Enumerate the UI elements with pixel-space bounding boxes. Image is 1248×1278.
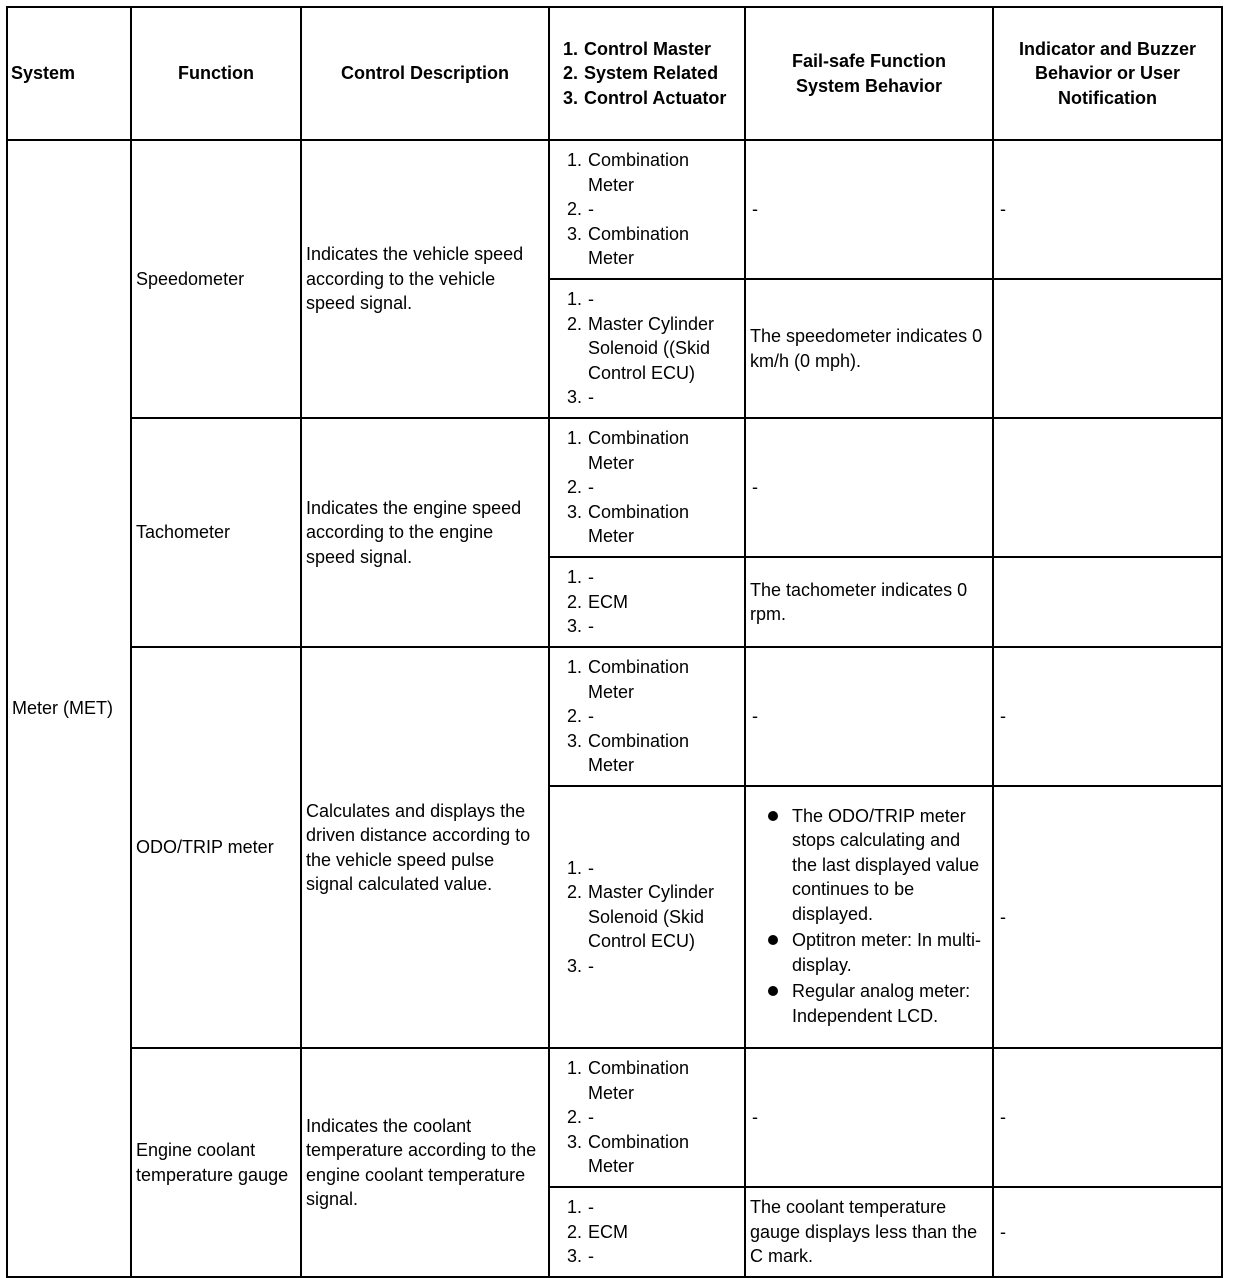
- system-related: -: [588, 706, 594, 727]
- control-actuator: -: [588, 387, 594, 408]
- control-master: Combination Meter: [588, 428, 690, 473]
- header-control-description: Control Description: [301, 7, 549, 140]
- control-items-cell: 1. Combination Meter 2. - 3. Combination Meter: [549, 140, 745, 279]
- function-cell: ODO/TRIP meter: [131, 647, 301, 1048]
- description-cell: Indicates the vehicle speed according to the vehicle speed signal.: [301, 140, 549, 418]
- control-actuator: Combination Meter: [588, 730, 690, 776]
- header-function: Function: [131, 7, 301, 140]
- list-item: The ODO/TRIP meter stops calculating and the last displayed value continues to be displayed.: [750, 804, 988, 927]
- header-indicator: Indicator and Buzzer Behavior or User Notification: [993, 7, 1222, 140]
- control-actuator: -: [588, 616, 594, 637]
- failsafe-cell: [745, 786, 993, 1048]
- failsafe-table: [6, 6, 1223, 1278]
- system-related: -: [588, 199, 594, 220]
- control-actuator: -: [588, 955, 594, 976]
- system-related: Master Cylinder Solenoid ((Skid Control ECU): [588, 313, 715, 383]
- failsafe-cell: The speedometer indicates 0 km/h (0 mph).: [745, 279, 993, 418]
- control-items-cell: 1. - 2. ECM 3. -: [549, 1187, 745, 1277]
- system-related: ECM: [588, 1221, 628, 1242]
- control-master: -: [588, 857, 594, 878]
- bullet-icon: [768, 811, 778, 821]
- table-row: [7, 647, 1222, 786]
- header-failsafe: Fail-safe Function System Behavior: [745, 7, 993, 140]
- control-items-cell: 1. Combination Meter 2. - 3. Combination Meter: [549, 418, 745, 557]
- bullet-icon: [768, 986, 778, 996]
- system-related: ECM: [588, 591, 628, 612]
- function-cell: Engine coolant temperature gauge: [131, 1048, 301, 1277]
- system-related: Master Cylinder Solenoid (Skid Control ECU): [588, 882, 715, 952]
- control-items-cell: 1. Combination Meter 2. - 3. Combination Meter: [549, 647, 745, 786]
- control-actuator: -: [588, 1246, 594, 1267]
- indicator-cell: -: [993, 786, 1222, 1048]
- indicator-cell: -: [993, 647, 1222, 786]
- indicator-cell: -: [993, 140, 1222, 279]
- control-actuator: Combination Meter: [588, 1131, 690, 1177]
- control-master: -: [588, 289, 594, 310]
- bullet-icon: [768, 935, 778, 945]
- control-master: Combination Meter: [588, 657, 690, 702]
- function-cell: Tachometer: [131, 418, 301, 647]
- system-related: -: [588, 1107, 594, 1128]
- system-related: -: [588, 477, 594, 498]
- indicator-cell: -: [993, 1048, 1222, 1187]
- failsafe-cell: -: [745, 1048, 993, 1187]
- header-control-actuator: Control Actuator: [584, 87, 727, 108]
- description-cell: Indicates the engine speed according to the engine speed signal.: [301, 418, 549, 647]
- indicator-cell: [993, 418, 1222, 557]
- control-master: -: [588, 567, 594, 588]
- header-system-related: System Related: [584, 63, 719, 84]
- list-item: Regular analog meter: Independent LCD.: [750, 979, 988, 1028]
- failsafe-cell: The coolant temperature gauge displays less than the C mark.: [745, 1187, 993, 1277]
- control-master: Combination Meter: [588, 150, 690, 195]
- control-master: -: [588, 1197, 594, 1218]
- description-cell: Calculates and displays the driven distance according to the vehicle speed pulse signal calculated value.: [301, 647, 549, 1048]
- description-cell: Indicates the coolant temperature according to the engine coolant temperature signal.: [301, 1048, 549, 1277]
- header-row: [7, 7, 1222, 140]
- header-system: System: [7, 7, 131, 140]
- table-row: [7, 140, 1222, 279]
- control-items-cell: 1. - 2. ECM 3. -: [549, 557, 745, 647]
- control-actuator: Combination Meter: [588, 501, 690, 547]
- failsafe-cell: The tachometer indicates 0 rpm.: [745, 557, 993, 647]
- control-actuator: Combination Meter: [588, 223, 690, 269]
- list-item: Optitron meter: In multi-display.: [750, 928, 988, 977]
- control-items-cell: 1. - 2. Master Cylinder Solenoid (Skid Control ECU) 3. -: [549, 786, 745, 1048]
- control-items-cell: 1. - 2. Master Cylinder Solenoid ((Skid Control ECU) 3. -: [549, 279, 745, 418]
- indicator-cell: [993, 557, 1222, 647]
- failsafe-cell: -: [745, 140, 993, 279]
- control-items-cell: 1. Combination Meter 2. - 3. Combination Meter: [549, 1048, 745, 1187]
- indicator-cell: [993, 279, 1222, 418]
- failsafe-cell: -: [745, 418, 993, 557]
- control-master: Combination Meter: [588, 1058, 690, 1103]
- failsafe-cell: -: [745, 647, 993, 786]
- header-control-master: Control Master: [584, 38, 712, 59]
- indicator-cell: -: [993, 1187, 1222, 1277]
- table-row: [7, 418, 1222, 557]
- function-cell: Speedometer: [131, 140, 301, 418]
- table-row: [7, 1048, 1222, 1187]
- system-cell: Meter (MET): [7, 140, 131, 1277]
- header-control-items: 1. Control Master 2. System Related 3. Control Actuator: [549, 7, 745, 140]
